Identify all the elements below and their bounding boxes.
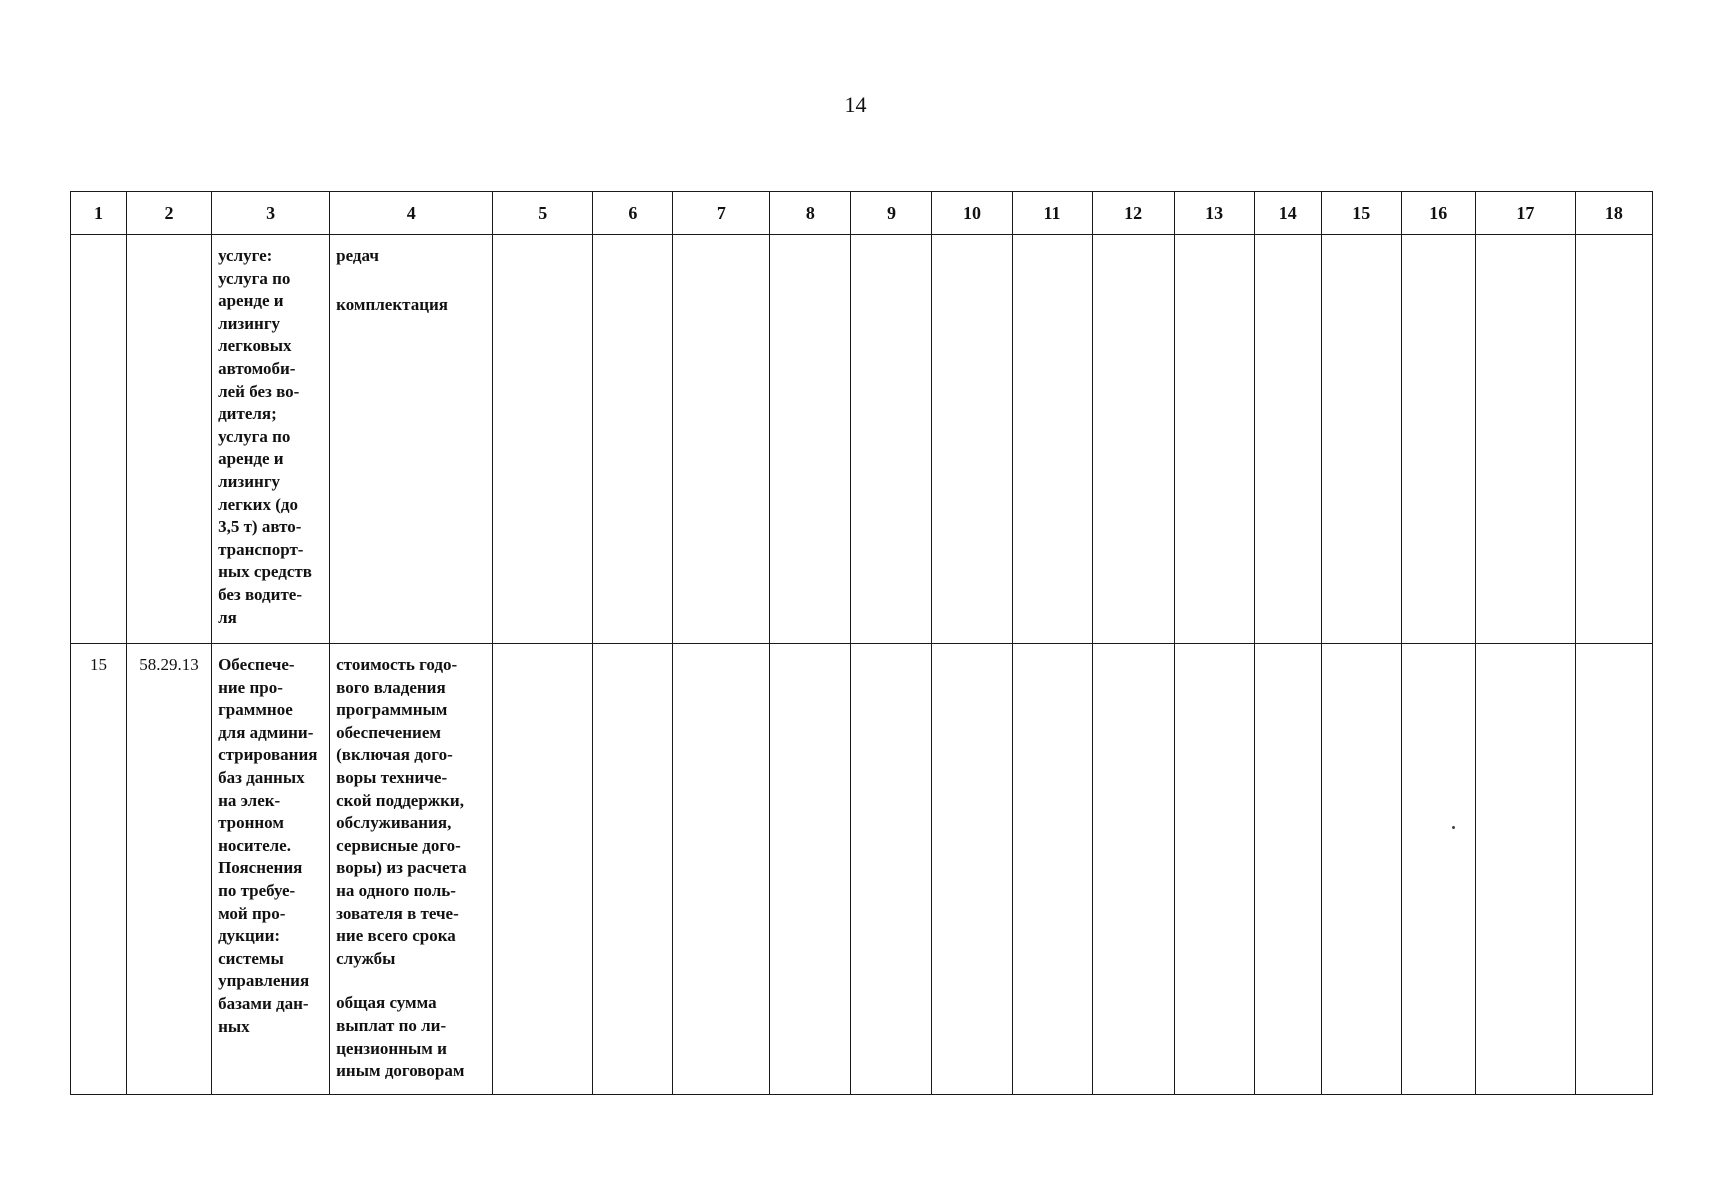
empty-cell — [1012, 644, 1092, 1095]
empty-cell — [851, 644, 932, 1095]
product-name-cell — [212, 235, 330, 644]
column-number: 9 — [851, 192, 932, 235]
column-number: 3 — [212, 192, 330, 235]
empty-cell — [1475, 644, 1575, 1095]
okpd-code: 58.29.13 — [139, 655, 199, 674]
empty-cell — [1475, 235, 1575, 644]
column-number: 16 — [1401, 192, 1475, 235]
column-number: 7 — [673, 192, 770, 235]
column-number: 10 — [932, 192, 1012, 235]
column-number: 5 — [493, 192, 593, 235]
column-number: 12 — [1092, 192, 1174, 235]
characteristic-cell — [330, 644, 493, 1095]
empty-cell — [770, 644, 851, 1095]
table-row — [71, 644, 1653, 1095]
characteristic-text: редач — [336, 246, 379, 265]
characteristic-text: стоимость годо- вого владения программным обеспечением (включая дого- воры техниче- ской поддержки, обслуживания, сервисные дого- воры) из расчета на одного поль- зователя в тече- ние всего срока службы — [336, 655, 467, 968]
empty-cell — [1575, 235, 1652, 644]
column-number: 14 — [1254, 192, 1321, 235]
characteristic-text: общая сумма выплат по ли- цензионным и иным договорам — [336, 993, 465, 1081]
column-number: 13 — [1174, 192, 1254, 235]
column-number: 1 — [71, 192, 127, 235]
column-number: 2 — [127, 192, 212, 235]
product-name: Обеспече- ние про- граммное для админи- стрирования баз данных на элек- тронном носителе. Пояснения по требуе- мой про- дукции: системы управления базами дан- ных — [218, 655, 318, 1036]
characteristic-cell — [330, 235, 493, 644]
table-row — [71, 235, 1653, 644]
empty-cell — [1254, 235, 1321, 644]
row-number: 15 — [90, 655, 108, 674]
empty-cell — [1321, 235, 1401, 644]
column-number: 17 — [1475, 192, 1575, 235]
empty-cell — [932, 644, 1012, 1095]
empty-cell — [493, 644, 593, 1095]
okpd-code — [127, 235, 211, 245]
scan-speck — [1452, 826, 1455, 829]
empty-cell — [1401, 235, 1475, 644]
empty-cell — [1012, 235, 1092, 644]
row-number — [71, 235, 126, 245]
product-name: услуге: услуга по аренде и лизингу легковых автомоби- лей без во- дителя; услуга по аренде и лизингу легких (до 3,5 т) авто- транспорт- ных средств без водите- ля — [218, 246, 312, 627]
empty-cell — [673, 644, 770, 1095]
column-number: 18 — [1575, 192, 1652, 235]
empty-cell — [1575, 644, 1652, 1095]
empty-cell — [1174, 235, 1254, 644]
empty-cell — [673, 235, 770, 644]
requirements-table — [70, 191, 1653, 1095]
code-cell — [127, 235, 212, 644]
column-number: 15 — [1321, 192, 1401, 235]
page-number: 14 — [844, 92, 867, 117]
empty-cell — [932, 235, 1012, 644]
row-number-cell — [71, 644, 127, 1095]
empty-cell — [1092, 235, 1174, 644]
empty-cell — [493, 235, 593, 644]
empty-cell — [851, 235, 932, 644]
column-number: 6 — [593, 192, 673, 235]
column-number: 11 — [1012, 192, 1092, 235]
empty-cell — [593, 235, 673, 644]
empty-cell — [1092, 644, 1174, 1095]
row-number-cell — [71, 235, 127, 644]
empty-cell — [1254, 644, 1321, 1095]
column-number-row — [71, 192, 1653, 235]
empty-cell — [1401, 644, 1475, 1095]
column-number: 8 — [770, 192, 851, 235]
characteristic-text: комплектация — [336, 294, 448, 314]
empty-cell — [1321, 644, 1401, 1095]
empty-cell — [593, 644, 673, 1095]
empty-cell — [1174, 644, 1254, 1095]
column-number: 4 — [330, 192, 493, 235]
product-name-cell — [212, 644, 330, 1095]
code-cell — [127, 644, 212, 1095]
empty-cell — [770, 235, 851, 644]
